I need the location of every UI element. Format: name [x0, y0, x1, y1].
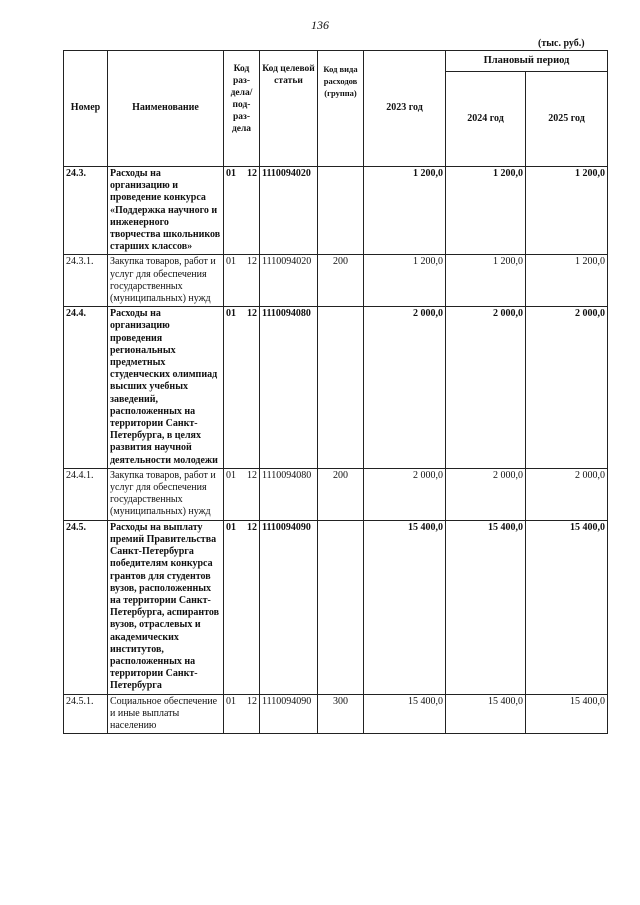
- row-value-2024: 2 000,0: [446, 468, 526, 520]
- row-value-2025: 15 400,0: [526, 520, 608, 694]
- row-value-2024: 2 000,0: [446, 307, 526, 469]
- section-code: 01: [226, 168, 236, 179]
- header-target-code: Код целевой статьи: [260, 51, 318, 167]
- row-name: Социальное обеспечение и иные выплаты населению: [108, 694, 224, 734]
- row-target-code: 1110094020: [260, 167, 318, 255]
- row-value-2025: 2 000,0: [526, 468, 608, 520]
- row-expense-type-code: 200: [318, 468, 364, 520]
- row-value-2023: 1 200,0: [364, 167, 446, 255]
- row-section-code: [224, 255, 260, 307]
- row-section-code: [224, 468, 260, 520]
- row-number: 24.3.1.: [64, 255, 108, 307]
- subsection-code: 12: [247, 521, 257, 533]
- subsection-code: 12: [247, 308, 257, 320]
- header-year-2024: 2024 год: [446, 72, 526, 167]
- subsection-code: 12: [247, 256, 257, 268]
- row-target-code: 1110094020: [260, 255, 318, 307]
- row-name: Расходы на организацию и проведение конкурса «Поддержка научного и инженерного творчества школьников старших классов»: [108, 167, 224, 255]
- table-row: [64, 255, 608, 307]
- table-row: [64, 307, 608, 469]
- subsection-code: 12: [247, 168, 257, 179]
- row-value-2024: 15 400,0: [446, 694, 526, 734]
- header-section-code: Код раз-дела/ под-раз-дела: [224, 51, 260, 167]
- row-expense-type-code: 300: [318, 694, 364, 734]
- row-value-2025: 1 200,0: [526, 255, 608, 307]
- row-expense-type-code: [318, 167, 364, 255]
- row-value-2023: 2 000,0: [364, 307, 446, 469]
- table-row: [64, 468, 608, 520]
- subsection-code: 12: [247, 469, 257, 481]
- header-expense-type-code: Код вида расходов (группа): [318, 51, 364, 167]
- row-number: 24.5.: [64, 520, 108, 694]
- row-value-2025: 1 200,0: [526, 167, 608, 255]
- row-target-code: 1110094090: [260, 694, 318, 734]
- row-expense-type-code: 200: [318, 255, 364, 307]
- row-section-code: [224, 307, 260, 469]
- row-value-2025: 15 400,0: [526, 694, 608, 734]
- row-name: Закупка товаров, работ и услуг для обеспечения государственных (муниципальных) нужд: [108, 255, 224, 307]
- row-name: Расходы на выплату премий Правительства Санкт-Петербурга победителям конкурса грантов для студентов вузов, расположенных на территории Санкт-Петербурга, аспирантов вузов, отраслевых и академических институтов, расположенных на территории Санкт-Петербурга: [108, 520, 224, 694]
- section-code: 01: [226, 469, 236, 481]
- row-value-2023: 2 000,0: [364, 468, 446, 520]
- row-section-code: [224, 520, 260, 694]
- row-section-code: [224, 694, 260, 734]
- page-number: 136: [311, 18, 329, 32]
- section-code: 01: [226, 256, 236, 268]
- row-value-2024: 15 400,0: [446, 520, 526, 694]
- row-value-2024: 1 200,0: [446, 167, 526, 255]
- row-value-2023: 15 400,0: [364, 520, 446, 694]
- row-name: Расходы на организацию проведения региональных предметных студенческих олимпиад высших учебных заведений, расположенных на территории Санкт-Петербурга, в целях развития научной деятельности молодежи: [108, 307, 224, 469]
- row-number: 24.3.: [64, 167, 108, 255]
- row-value-2023: 15 400,0: [364, 694, 446, 734]
- table-row: [64, 520, 608, 694]
- section-code: 01: [226, 521, 236, 533]
- row-expense-type-code: [318, 520, 364, 694]
- header-number: Номер: [64, 51, 108, 167]
- header-year-2025: 2025 год: [526, 72, 608, 167]
- row-number: 24.4.1.: [64, 468, 108, 520]
- row-number: 24.4.: [64, 307, 108, 469]
- row-value-2025: 2 000,0: [526, 307, 608, 469]
- section-code: 01: [226, 308, 236, 320]
- row-name: Закупка товаров, работ и услуг для обеспечения государственных (муниципальных) нужд: [108, 468, 224, 520]
- row-section-code: [224, 167, 260, 255]
- header-planned-period: Плановый период: [446, 51, 608, 72]
- row-expense-type-code: [318, 307, 364, 469]
- table-row: [64, 167, 608, 255]
- header-year-2023: 2023 год: [364, 51, 446, 167]
- section-code: 01: [226, 695, 236, 707]
- header-name: Наименование: [108, 51, 224, 167]
- budget-table: [63, 50, 608, 734]
- row-target-code: 1110094080: [260, 307, 318, 469]
- row-target-code: 1110094090: [260, 520, 318, 694]
- row-target-code: 1110094080: [260, 468, 318, 520]
- subsection-code: 12: [247, 695, 257, 707]
- row-value-2023: 1 200,0: [364, 255, 446, 307]
- row-value-2024: 1 200,0: [446, 255, 526, 307]
- row-number: 24.5.1.: [64, 694, 108, 734]
- table-body: [64, 167, 608, 734]
- table-row: [64, 694, 608, 734]
- units-label: (тыс. руб.): [538, 38, 585, 49]
